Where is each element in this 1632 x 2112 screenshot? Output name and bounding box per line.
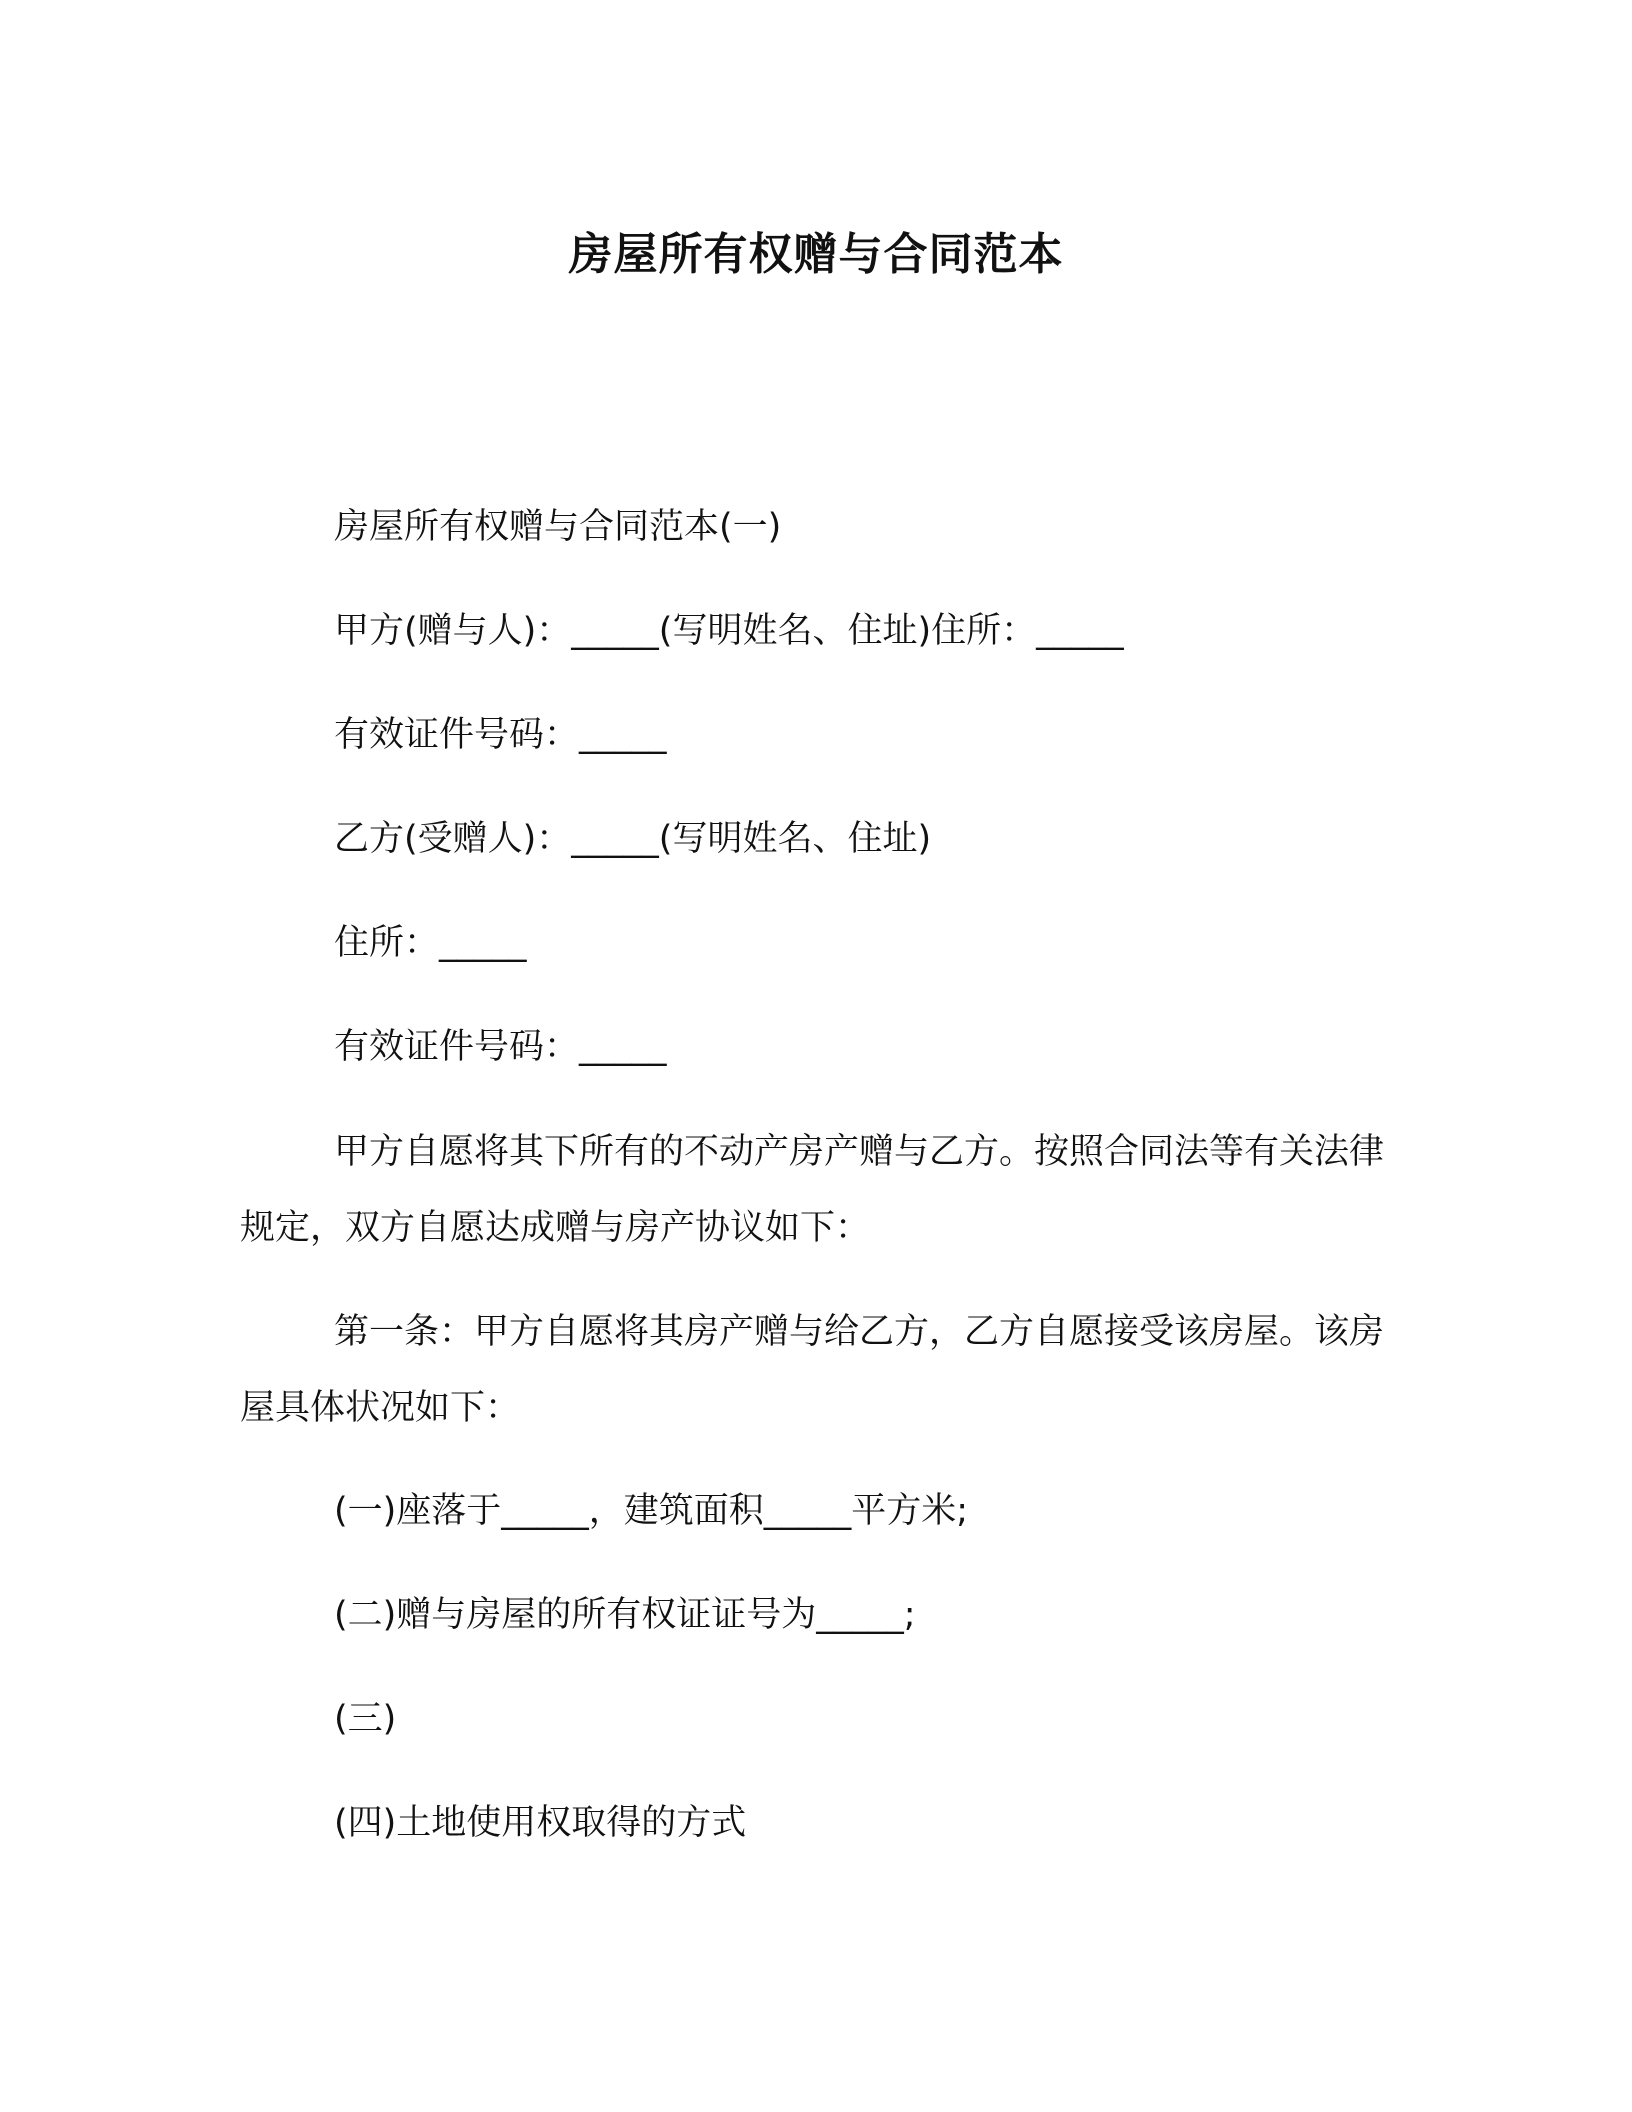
- document-title: 房屋所有权赠与合同范本: [568, 229, 1064, 280]
- paragraph-party-a-id: 有效证件号码：_____: [334, 715, 667, 755]
- paragraph-item-1: (一)座落于_____，建筑面积_____平方米;: [334, 1491, 969, 1531]
- paragraph-party-b-id: 有效证件号码：_____: [334, 1027, 667, 1067]
- paragraph-party-a: 甲方(赠与人)：_____(写明姓名、住址)住所：_____: [334, 611, 1124, 651]
- document-body: [240, 490, 1392, 1890]
- paragraph-intro: 甲方自愿将其下所有的不动产房产赠与乙方。按照合同法等有关法律规定，双方自愿达成赠与房产协议如下：: [240, 1132, 1385, 1248]
- paragraph-article-1: 第一条：甲方自愿将其房产赠与给乙方，乙方自愿接受该房屋。该房屋具体状况如下：: [240, 1312, 1385, 1428]
- paragraph-party-b-address: 住所：_____: [334, 923, 527, 963]
- paragraph-party-b: 乙方(受赠人)：_____(写明姓名、住址): [334, 819, 932, 859]
- paragraph-item-2: (二)赠与房屋的所有权证证号为_____;: [334, 1595, 916, 1635]
- paragraph-item-3: (三): [334, 1699, 397, 1739]
- paragraph-item-4: (四)土地使用权取得的方式: [334, 1803, 747, 1843]
- paragraph-subtitle: 房屋所有权赠与合同范本(一): [334, 507, 782, 547]
